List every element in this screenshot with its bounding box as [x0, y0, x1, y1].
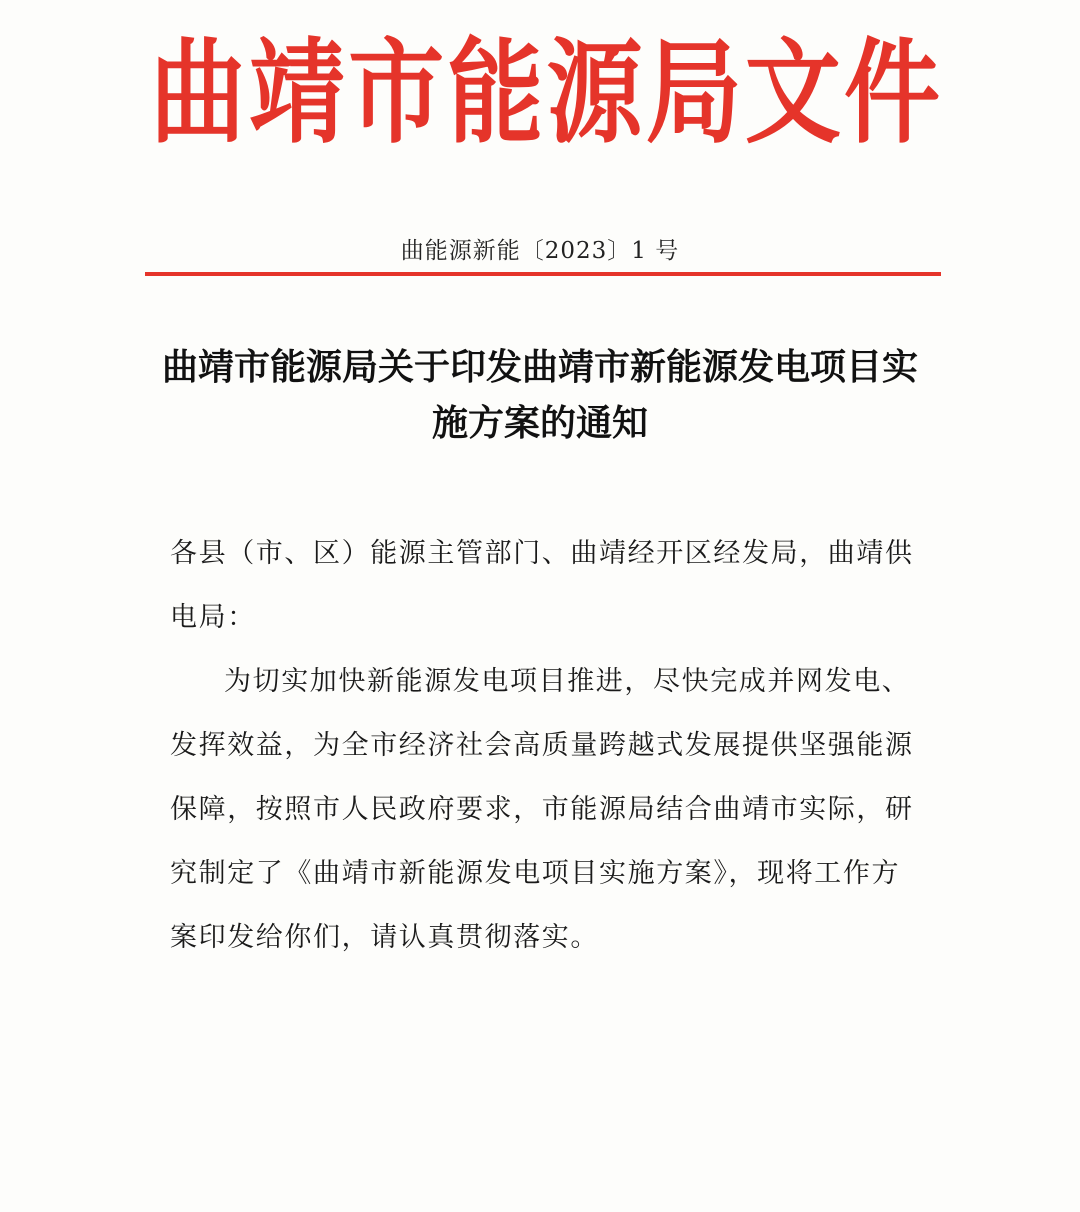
masthead-char: 靖: [249, 26, 346, 160]
body-paragraph: 为切实加快新能源发电项目推进，尽快完成并网发电、发挥效益，为全市经济社会高质量跨越式发展提供坚强能源保障，按照市人民政府要求，市能源局结合曲靖市实际，研究制定了《曲靖市新能源发电项目实施方案》，现将工作方案印发给你们，请认真贯彻落实。: [170, 666, 914, 953]
masthead-char: 曲: [150, 26, 246, 160]
recipients-line: 各县（市、区）能源主管部门、曲靖经开区经发局，曲靖供电局：: [170, 538, 914, 633]
masthead-char: 市: [348, 26, 445, 160]
masthead-char: 源: [546, 26, 643, 160]
masthead-title: [150, 28, 940, 158]
masthead-char: 件: [843, 26, 940, 160]
document-number: 曲能源新能〔2023〕1 号: [400, 238, 680, 264]
document-body: [170, 522, 918, 970]
red-divider-line: [145, 272, 941, 276]
masthead-char: 能: [447, 26, 544, 160]
masthead-char: 文: [744, 26, 841, 160]
masthead-char: 局: [645, 26, 742, 160]
document-title: 曲靖市能源局关于印发曲靖市新能源发电项目实施方案的通知: [161, 347, 918, 444]
